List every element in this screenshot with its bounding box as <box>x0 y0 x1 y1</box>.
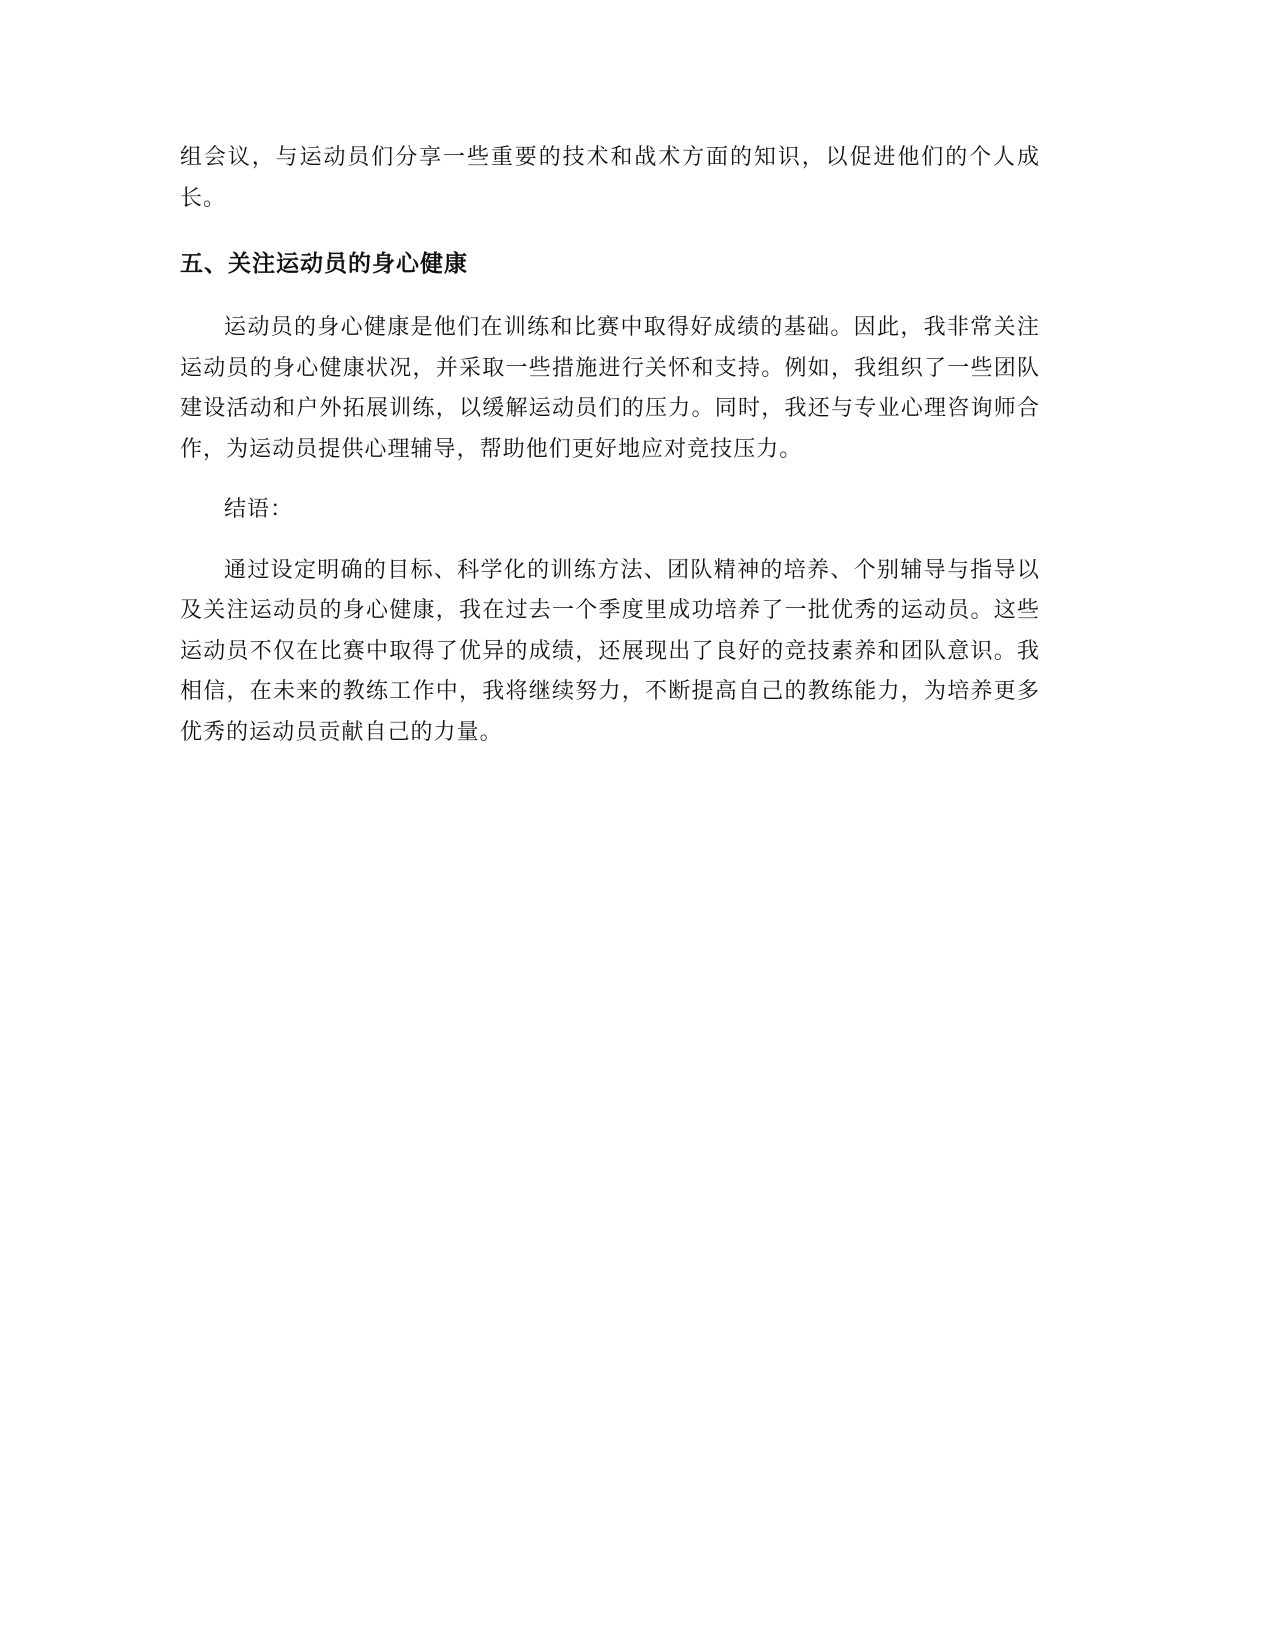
document-page <box>180 138 1040 753</box>
spacer <box>180 470 1040 490</box>
section-paragraph: 运动员的身心健康是他们在训练和比赛中取得好成绩的基础。因此，我非常关注运动员的身心健康状况，并采取一些措施进行关怀和支持。例如，我组织了一些团队建设活动和户外拓展训练，以缓解运动员们的压力。同时，我还与专业心理咨询师合作，为运动员提供心理辅导，帮助他们更好地应对竞技压力。 <box>180 315 1040 462</box>
spacer <box>180 284 1040 308</box>
spacer <box>180 531 1040 551</box>
continuation-paragraph: 组会议，与运动员们分享一些重要的技术和战术方面的知识，以促进他们的个人成长。 <box>180 145 1040 211</box>
conclusion-label: 结语： <box>224 497 294 522</box>
spacer <box>180 219 1040 244</box>
conclusion-paragraph: 通过设定明确的目标、科学化的训练方法、团队精神的培养、个别辅导与指导以及关注运动员的身心健康，我在过去一个季度里成功培养了一批优秀的运动员。这些运动员不仅在比赛中取得了优异的成绩，还展现出了良好的竞技素养和团队意识。我相信，在未来的教练工作中，我将继续努力，不断提高自己的教练能力，为培养更多优秀的运动员贡献自己的力量。 <box>180 557 1040 745</box>
section-heading: 五、关注运动员的身心健康 <box>180 251 468 277</box>
